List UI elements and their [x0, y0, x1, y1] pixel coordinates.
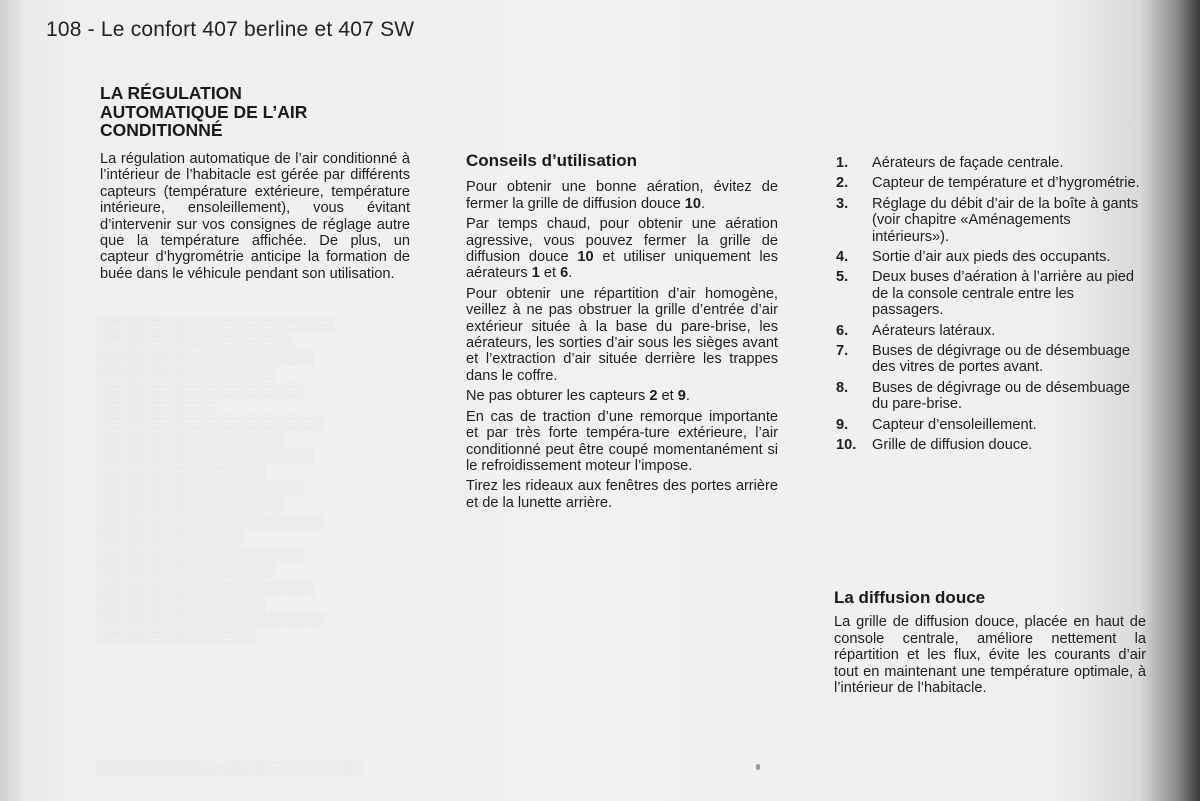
legend-item: 4. Sortie d’air aux pieds des occupants. [836, 249, 1111, 266]
conseils-paragraph: Par temps chaud, pour obtenir une aération agressive, vous pouvez fermer la grille de diffusion douce 10 et utiliser uniquement les aérateurs 1 et 6. [466, 216, 778, 282]
conseils-paragraph: Ne pas obturer les capteurs 2 et 9. [466, 388, 690, 405]
diffusion-heading: La diffusion douce [834, 588, 986, 607]
diffusion-paragraph: La grille de diffusion douce, placée en haut de console centrale, améliore nettement la répartition et les flux, évite les courants d’air tout en maintenant une température optimale, à l’intérieur de l’habitacle. [834, 614, 1146, 697]
section-title-line: CONDITIONNÉ [100, 120, 223, 140]
legend-item: 9. Capteur d’ensoleillement. [836, 416, 1037, 433]
legend-list [836, 155, 1148, 454]
legend-item: 1. Aérateurs de façade centrale. [836, 155, 1064, 171]
legend-item: 7. Buses de dégivrage ou de désembuage des vitres de portes avant. [836, 343, 1131, 376]
conseils-paragraph: Pour obtenir une bonne aération, évitez de fermer la grille de diffusion douce 10. [466, 179, 778, 212]
section-title-line: AUTOMATIQUE DE L’AIR [100, 101, 308, 122]
conseils-paragraph: Pour obtenir une répartition d’air homogène, veillez à ne pas obstruer la grille d’entrée d’air extérieur située à la base du pare-brise, les aérateurs, les sorties d’air sous les sièges avant et l’extraction d’air située derrière les trappes dans le coffre. [466, 285, 778, 384]
legend-item: 10. Grille de diffusion douce. [836, 437, 1033, 454]
page-binding-shadow [0, 0, 22, 801]
legend-item: 3. Réglage du débit d’air de la boîte à gants (voir chapitre «Aménagements intérieurs»). [836, 195, 1139, 245]
page-header: 108 - Le confort 407 berline et 407 SW [46, 18, 415, 41]
legend-item: 2. Capteur de température et d’hygrométrie. [836, 175, 1140, 192]
page-speck [756, 764, 760, 770]
legend-item: 8. Buses de dégivrage ou de désembuage du pare-brise. [836, 379, 1131, 413]
conseils-paragraph: En cas de traction d’une remorque importante et par très forte tempéra-ture extérieure, l’air conditionné peut être coupé momentanément si le refroidissement moteur l’impose. [466, 408, 778, 474]
legend-item: 6. Aérateurs latéraux. [836, 322, 996, 339]
conseils-column [466, 153, 778, 515]
diffusion-section [834, 590, 1146, 696]
section-title-line: LA RÉGULATION [100, 83, 242, 103]
bleed-through-footnote: ░░░░░░░░░░░░░░░░░░░░░░░░░░░░░ [96, 760, 364, 775]
legend-column [836, 155, 1148, 458]
section-title [100, 84, 430, 140]
bleed-through-text: ░░░░░░░░░░░░░░░░░░░░░░░░ ░░░░░░░░░░░░░░░░░░░░ ░░░░░░░░░░░░░░░░░░░░░░ ░░░░░░░░░░░░░░░░░░ ░░░░░░░░░░░░░░░░░░░░░ ░░░░░░░░░░░░ ░░░░░░░░░░░░░░░░░░░░░░░ ░░░░░░░░░░░░░░░░░░░ ░░░░░░░░░░░░░░░░░░░░░░ ░░░░░░░░░░░░░░░░░ ░░░░░░░░░░░░░░░░░░░░░ ░░░░░░░░░░░░░░░░░░░ ░░░░░░░░░░░░░░░░░░░░░░░ ░░░░░░░░░░░░░░░ ░░░░░░░░░░░░░░░░░░░░░ ░░░░░░░░░░░░░░░░░░ ░░░░░░░░░░░░░░░░░░░░░░ ░░░░░░░░░░░░░░░░░ ░░░░░░░░░░░░░░░░░░░░░░░ ░░░░░░░░░░░░░░░░ [96, 316, 335, 644]
conseils-paragraph: Tirez les rideaux aux fenêtres des portes arrière et de la lunette arrière. [466, 478, 778, 511]
intro-paragraph: La régulation automatique de l’air conditionné à l’intérieur de l’habitacle est gérée par différents capteurs (température extérieure, température intérieure, ensoleillement), vous évitant d’intervenir sur vos consignes de réglage autre que la température affichée. De plus, un capteur d’hygrométrie anticipe la formation de buée dans le véhicule pendant son utilisation. [100, 151, 410, 282]
legend-item: 5. Deux buses d’aération à l’arrière au pied de la console centrale entre les passagers. [836, 269, 1135, 319]
conseils-heading: Conseils d’utilisation [466, 151, 637, 170]
